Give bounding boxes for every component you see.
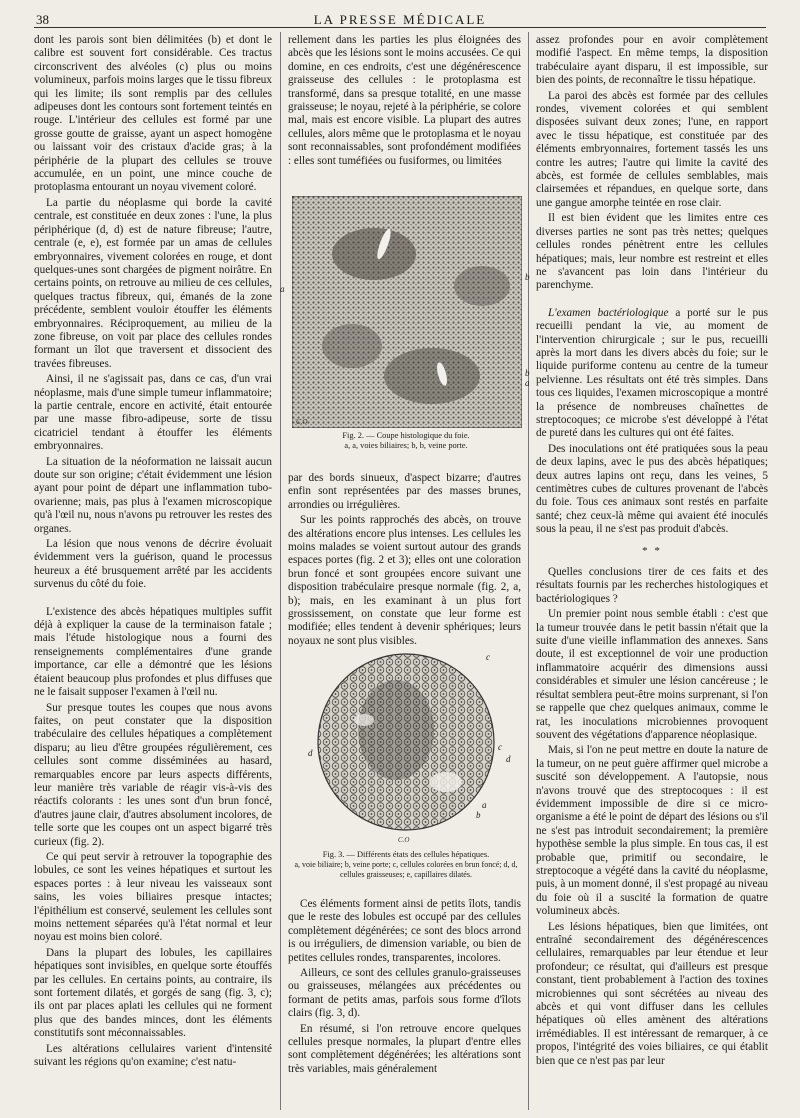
engraver-signature: C.O bbox=[398, 836, 410, 844]
figure-label: a bbox=[482, 800, 487, 810]
paragraph: Dans la plupart des lobules, les capillaires hépatiques sont invisibles, en quelque sorte étouffés par les cellules. En certains points, au contraire, ils sont fortement dilatés, et gorgés de sang (fig. 3, c); ils ont par places aplati les cellules qui ne forment plus que des bandes minces, dont les éléments constitutifs sont méconnaissables. bbox=[34, 946, 272, 1040]
paragraph: Ce qui peut servir à retrouver la topographie des lobules, ce sont les veines hépatiques et surtout les espaces portes : à leur niveau les vaisseaux sont sains, les voies biliaires presque intactes; l'épithélium est conservé, seulement les cellules sont moins nettement séparées qu'à l'état normal et leur noyau est moins bien coloré. bbox=[34, 850, 272, 944]
figure-3-legend: a, voie biliaire; b, veine porte; c, cellules colorées en brun foncé; d, d, cellules graisseuses; e, capillaires dilatés. bbox=[294, 860, 518, 879]
engraver-signature: C.O bbox=[296, 418, 308, 426]
column-2-bottom bbox=[288, 898, 521, 1078]
section-separator: * * bbox=[642, 544, 662, 557]
hepatic-cells-illustration bbox=[286, 650, 526, 846]
column-3 bbox=[536, 34, 768, 1070]
paragraph: Ces éléments forment ainsi de petits îlots, tandis que le reste des lobules est occupé par des cellules complètement dégénérées; ce sont des blocs arrond is ou irréguliers, de dimension variable, ou bien de petites cellules rondes, transparentes, incolores. bbox=[288, 898, 521, 964]
figure-label: d bbox=[506, 754, 511, 764]
paragraph: rellement dans les parties les plus éloignées des abcès que les lésions sont le moins accusées. Ce qui domine, en ces endroits, c'est une dégénérescence graisseuse des cellules : le protoplasma est transformé, dans sa presque totalité, en une masse graisseuse; le noyau, rejeté à la périphérie, se colore mal, mais est encore visible. La plupart des autres cellules, alors même que le protoplasma et le noyau sont reconnaissables, sont profondément modifiées : elles sont tuméfiées ou fusiformes, ou limitées bbox=[288, 34, 521, 167]
paragraph: Sur presque toutes les coupes que nous avons faites, on peut constater que la disposition trabéculaire des cellules hépatiques a complètement disparu; au lieu d'être groupées régulièrement, ces cellules sont comme disséminées au hasard, remarquables encore par leurs aspects différents, leur manière très variable de réagir vis-à-vis des réactifs colorants : les unes sont d'un brun foncé, d'autres jaune clair, d'autres absolument incolores, de telle sorte que les coupes ont un aspect bigarré très curieux (fig. 2). bbox=[34, 701, 272, 848]
paragraph: La situation de la néoformation ne laissait aucun doute sur son origine; c'était évidemment une lésion ayant pour point de départ une inflammation tubo-ovarienne; mais, pas plus à l'examen microscopique qu'à l'œil nu, nous n'avons pu retrouver les restes des organes. bbox=[34, 455, 272, 535]
paragraph: Il est bien évident que les limites entre ces diverses parties ne sont pas très nettes; quelques cellules rondes pénètrent entre les cellules hépatiques; mais, leur nombre est restreint et elles ne s'avancent pas loin dans l'intérieur du parenchyme. bbox=[536, 212, 768, 292]
header-rule bbox=[34, 27, 766, 28]
figure-2-caption: Fig. 2. — Coupe histologique du foie. bbox=[342, 431, 470, 440]
figure-3-caption: Fig. 3. — Différents états des cellules hépatiques. bbox=[322, 850, 490, 859]
paragraph: La partie du néoplasme qui borde la cavité centrale, est constituée en deux zones : l'une, la plus périphérique (d, d) est de nature fibreuse; l'autre, centrale (e, e), est formée par un amas de cellules embryonnaires, vivement colorées en rouge, et dont quelques-unes sont chargées de pigment noirâtre. En certains points, on retrouve au milieu de ces cellules, quelques tractus fibreux, qui, émanés de la zone précédente, semblent vouloir étouffer les éléments embryonnaires. Réciproquement, au milieu de la zone fibreuse, on voit par place des cellules rondes formant un îlot que traversent et dissocient des travées fibreuses. bbox=[34, 196, 272, 370]
page-header bbox=[0, 6, 800, 26]
paragraph: Sur les points rapprochés des abcès, on trouve des altérations encore plus intenses. Les cellules les moins malades se voient surtout autour des grands espaces portes (fig. 2 et 3); elles ont une coloration brun foncé et sont groupées encore suivant une disposition trabéculaire presque normale (fig. 2, a, b); mais, en les examinant à un plus fort grossissement, on constate que leur forme est modifiée; elles tendent à devenir sphériques; leurs noyaux ne sont plus visibles. bbox=[288, 514, 521, 647]
figure-label: c bbox=[498, 742, 502, 752]
paragraph bbox=[536, 307, 768, 441]
page-number: 38 bbox=[36, 12, 49, 27]
figure-label: b bbox=[525, 272, 530, 282]
paragraph: Quelles conclusions tirer de ces faits et des résultats fournis par les recherches histologiques et bactériologiques ? bbox=[536, 566, 768, 605]
column-divider bbox=[280, 32, 281, 1110]
paragraph: par des bords sinueux, d'aspect bizarre; d'autres enfin sont représentées par des masses brunes, arrondies ou irrégulières. bbox=[288, 472, 521, 511]
column-2-middle bbox=[288, 472, 521, 650]
italic-lead: L'examen bactériologique bbox=[548, 306, 669, 319]
paragraph: Les altérations cellulaires varient d'intensité suivant les régions qu'on examine; c'est natu- bbox=[34, 1042, 272, 1069]
figure-3 bbox=[286, 650, 526, 880]
column-divider bbox=[528, 32, 529, 1110]
column-2-top bbox=[288, 34, 521, 170]
paragraph: Un premier point nous semble établi : c'est que la tumeur trouvée dans le petit bassin n'était que la suite d'une vieille inflammation des annexes. Sans doute, il est exceptionnel de voir une production inflammatoire acquérir des dimensions aussi considérables et simuler une lésion cancéreuse ; le résultat semblera peut-être moins surprenant, si l'on se rappelle que chez quelques animaux, comme le rat, les inoculations microbiennes provoquent souvent des végétations d'apparence néoplasique. bbox=[536, 608, 768, 741]
figure-label: d bbox=[308, 748, 313, 758]
paragraph-text: a porté sur le pus recueilli pendant la vie, au moment de l'intervention chirurgicale ; sur le pus, recueilli après la mort dans les divers abcès du foie; sur le liquide puriforme contenu au centre de la tumeur pelvienne. Les résultats ont été très simples. Dans tous ces liquides, l'examen microscopique a montré la présence de nombreuses chaînettes de streptocoques; ce microbe s'est développé à l'état de pureté dans les cultures qui ont été faites. bbox=[536, 306, 768, 440]
figure-2-legend: a, a, voies biliaires; b, b, veine porte. bbox=[344, 441, 468, 450]
paragraph: dont les parois sont bien délimitées (b) et dont le calibre est souvent fort considérable. Ces tractus circonscrivent des alvéoles (c) plus ou moins volumineux, parfois moins larges que le tissu fibreux qui les limite; ils sont remplis par des cellules adipeuses dont les contours sont fortement teintés en rouge. L'intérieur des cellules est formé par une grosse goutte de graisse, ayant un aspect homogène ou laissant voir des cristaux d'acide gras; à la périphérie de la plupart des cellules se trouve accumulée, en un point, une mince couche de protoplasma entourant un noyau vivement coloré. bbox=[34, 34, 272, 194]
figure-label: b bbox=[476, 810, 481, 820]
paragraph: assez profondes pour en avoir complètement modifié l'aspect. En même temps, la disposition trabéculaire ayant disparu, il est impossible, sur bien des points, de reconnaître le tissu hépatique. bbox=[536, 34, 768, 87]
figure-label: c bbox=[486, 652, 490, 662]
figure-2 bbox=[280, 196, 530, 451]
paragraph: Ailleurs, ce sont des cellules granulo-graisseuses ou graisseuses, mélangées aux précédentes ou formant de petits amas, parfois sous forme d'îlots clairs (fig. 3, d). bbox=[288, 967, 521, 1020]
column-1 bbox=[34, 34, 272, 1071]
paragraph: Les lésions hépatiques, bien que limitées, ont entraîné secondairement des dégénérescences cellulaires, remarquables par leur étendue et leur profondeur; ce résultat, qui d'ailleurs est presque constant, tient probablement à l'action des toxines microbiennes qui sont sécrétées au niveau des abcès et qui vont diffuser dans les cellules hépatiques où elles amènent des altérations irrémédiables. Il est intéressant de remarquer, à ce propos, l'intégrité des voies biliaires, ce qui établit bien que ce n'est pas par leur bbox=[536, 920, 768, 1067]
paragraph: En résumé, si l'on retrouve encore quelques cellules presque normales, la plupart d'entre elles sont complètement dégénérées; les altérations sont très variables, mais généralement bbox=[288, 1022, 521, 1075]
paragraph: La lésion que nous venons de décrire évoluait évidemment vers la guérison, quand le processus heureux a été brusquement arrêté par les accidents survenus du côté du foie. bbox=[34, 538, 272, 591]
liver-section-illustration bbox=[292, 196, 522, 428]
journal-title: LA PRESSE MÉDICALE bbox=[313, 12, 487, 27]
paragraph: La paroi des abcès est formée par des cellules rondes, vivement colorées et qui semblent disposées suivant deux zones; l'une, en rapport avec le tissu hépatique, est constituée par des éléments embryonnaires, fortement tassés les uns contre les autres; l'autre qui limite la cavité des abcès, est formée de cellules semblables, mais clairsemées et répandues, en quelque sorte, dans une gangue amorphe teintée en rose clair. bbox=[536, 89, 768, 209]
figure-label: b bbox=[525, 368, 530, 378]
paragraph: Mais, si l'on ne peut mettre en doute la nature de la tumeur, on ne peut guère affirmer quel microbe a suscité son développement. A l'autopsie, nous n'avons trouvé que des streptocoques : il est évidemment impossible de dire si ce micro-organisme a été le point de départ des lésions ou s'il ne s'est pas introduit secondairement; la première hypothèse semble la plus simple. En tous cas, il est probable que, primitif ou secondaire, le streptocoque a végété dans la cavité du néoplasme, puis, à un moment donné, il s'est propagé au niveau du foie où il a suscité la formation de quatre volumineux abcès. bbox=[536, 744, 768, 918]
paragraph: Ainsi, il ne s'agissait pas, dans ce cas, d'un vrai néoplasme, mais d'une simple tumeur inflammatoire; la partie centrale, encore en activité, était entourée par une masse fibro-adipeuse, sorte de tissu cicatriciel tendant à étouffer les éléments embryonnaires. bbox=[34, 373, 272, 453]
paragraph: Des inoculations ont été pratiquées sous la peau de deux lapins, avec le pus des abcès hépatiques; deux autres lapins ont reçu, dans les veines, 5 centimètres cubes de cultures provenant de l'abcès du foie. Tous ces animaux sont restés en parfaite santé; chez ceux-là même qui avaient été inoculés sous la peau, il ne s'est pas produit d'abcès. bbox=[536, 442, 768, 536]
paragraph: L'existence des abcès hépatiques multiples suffit déjà à expliquer la cause de la terminaison fatale ; mais l'étude histologique nous a fourni des renseignements complémentaires d'une grande importance, car elle a démontré que les lésions étaient beaucoup plus profondes et plus diffuses que ne le faisait supposer l'examen à l'œil nu. bbox=[34, 605, 272, 699]
figure-label: a bbox=[525, 378, 530, 388]
figure-label: a bbox=[280, 284, 285, 294]
